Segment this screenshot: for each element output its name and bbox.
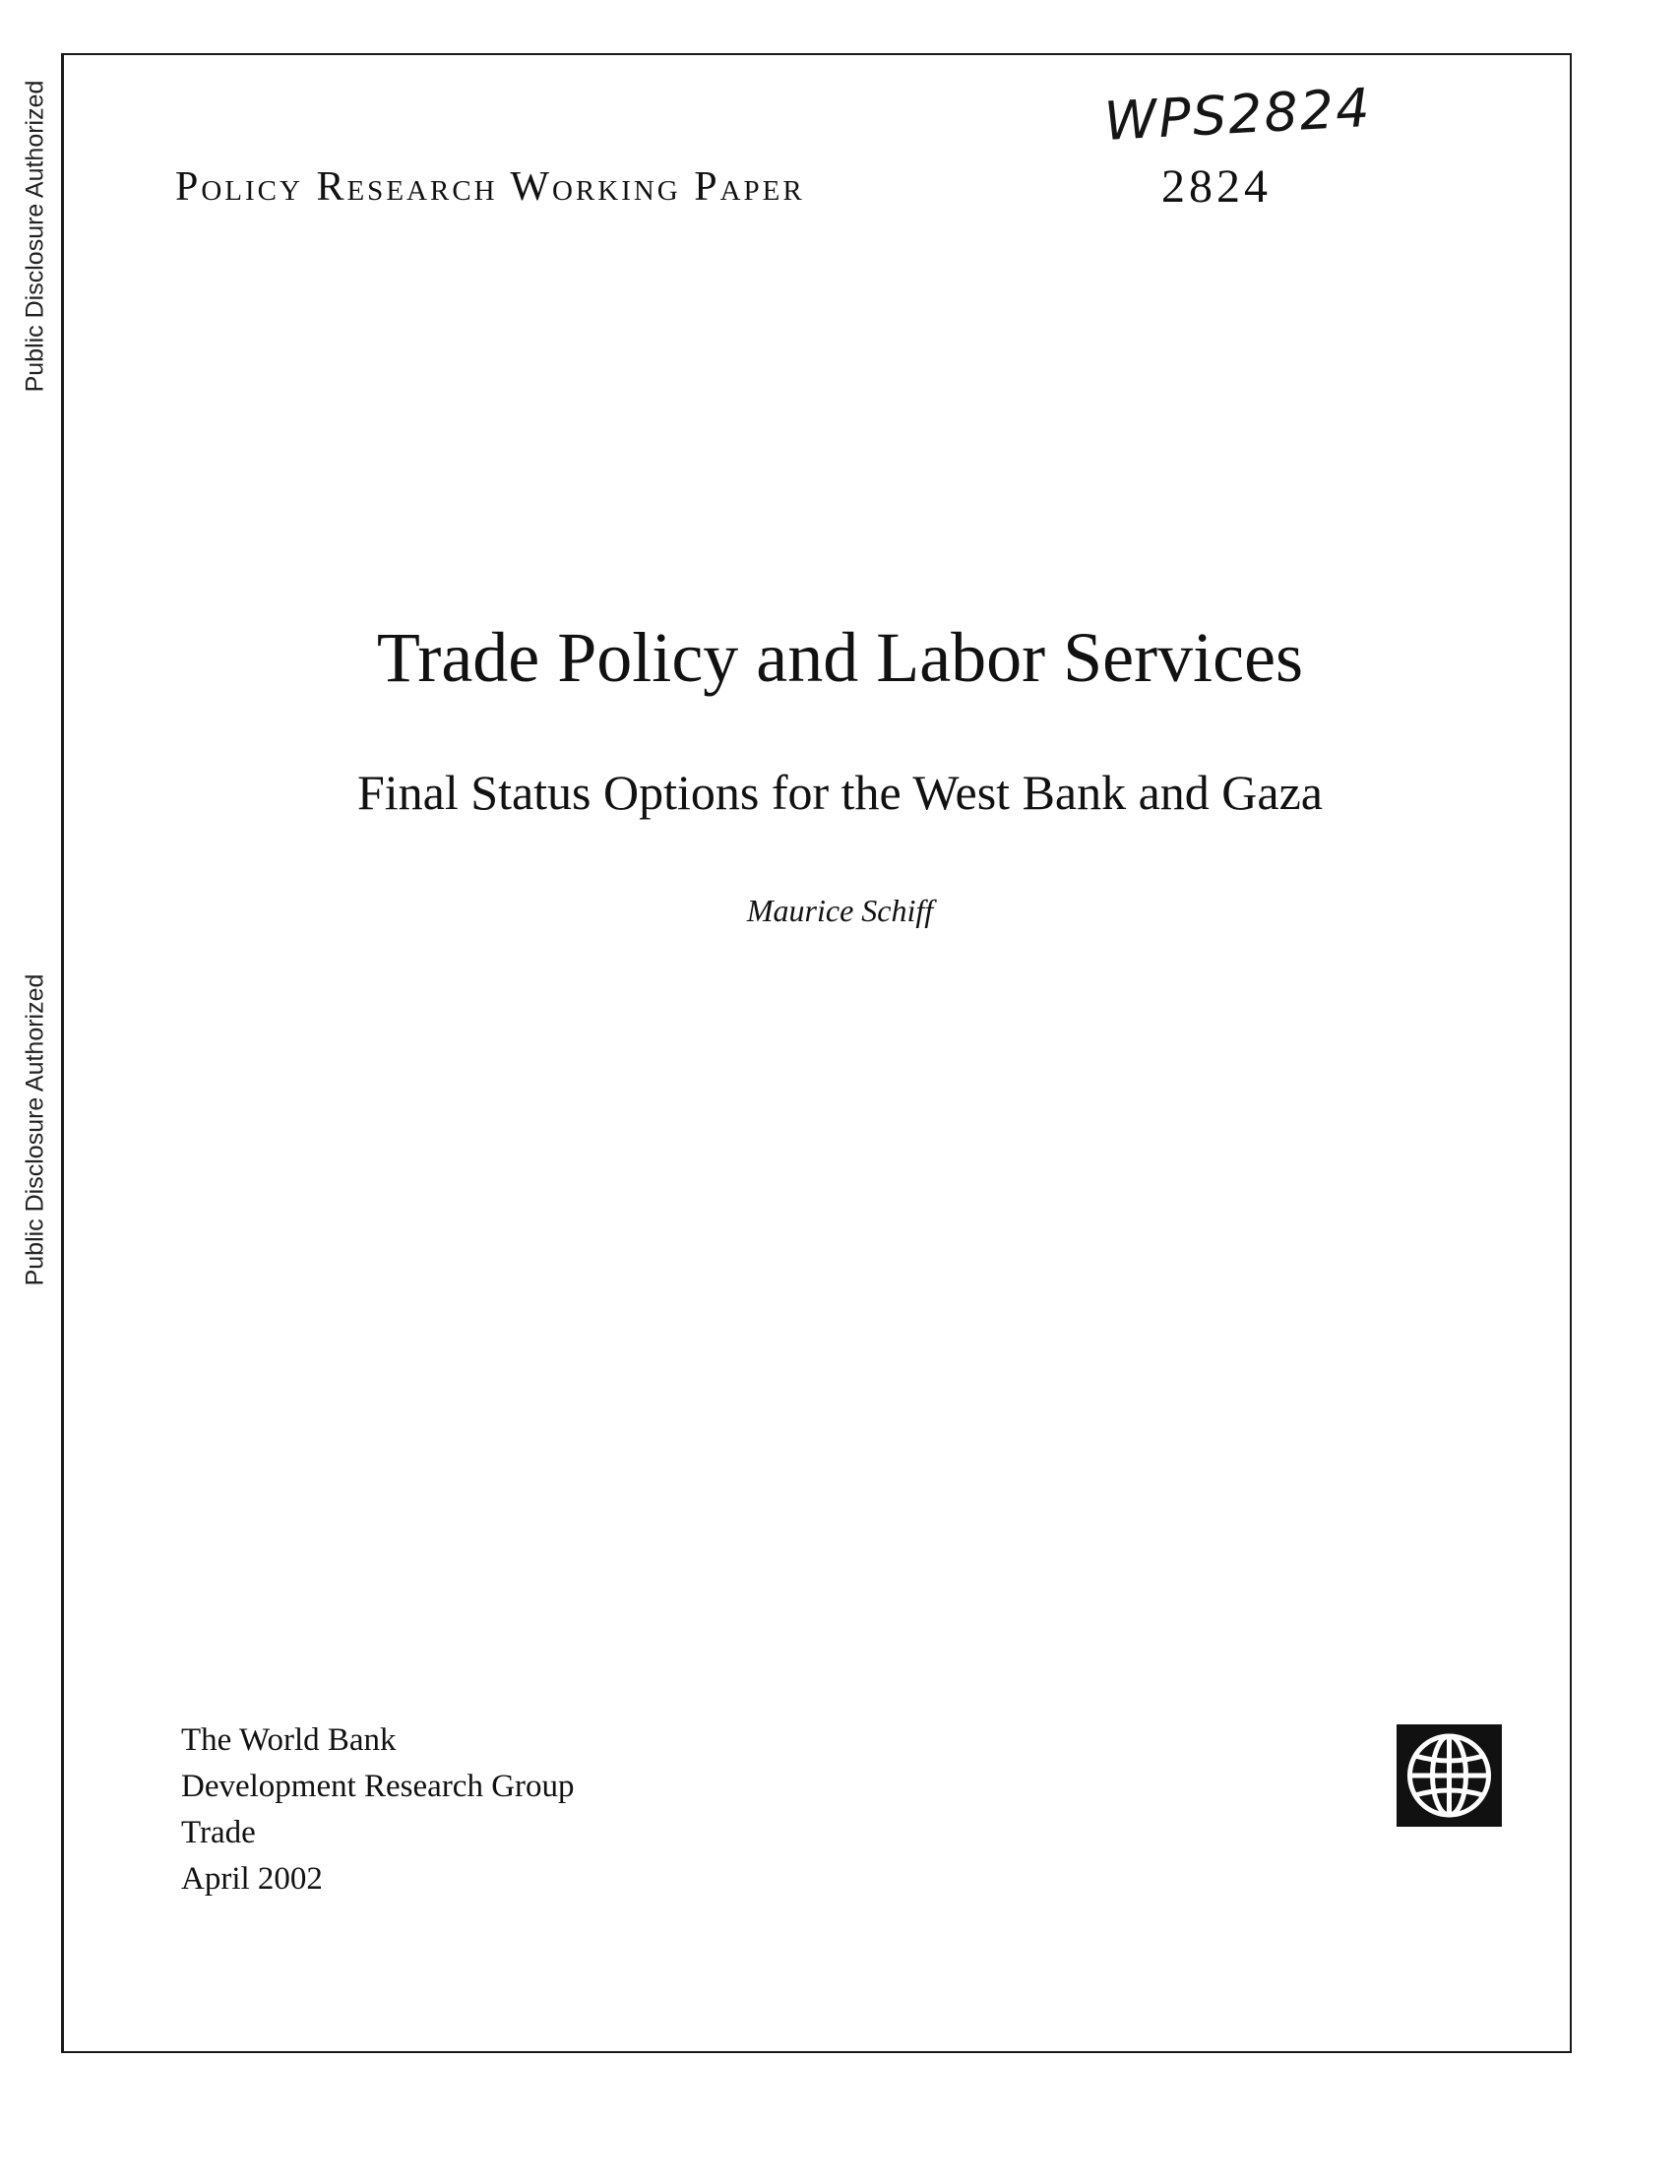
disclosure-label-middle: Public Disclosure Authorized [21,973,49,1286]
world-bank-globe-icon [1397,1724,1502,1827]
disclosure-label-top: Public Disclosure Authorized [21,80,49,393]
publisher-line: Development Research Group [181,1769,575,1804]
paper-number: 2824 [1161,160,1272,213]
document-title: Trade Policy and Labor Services [376,618,1304,697]
handwritten-annotation: WPS2824 [1102,76,1373,153]
series-title: Policy Research Working Paper [175,164,805,210]
publisher-line: The World Bank [181,1722,397,1758]
author-name: Maurice Schiff [746,893,934,928]
document-subtitle: Final Status Options for the West Bank and Gaza [356,765,1323,820]
publication-date: April 2002 [181,1861,323,1897]
publisher-block [181,1717,575,1903]
publisher-line: Trade [181,1815,256,1850]
